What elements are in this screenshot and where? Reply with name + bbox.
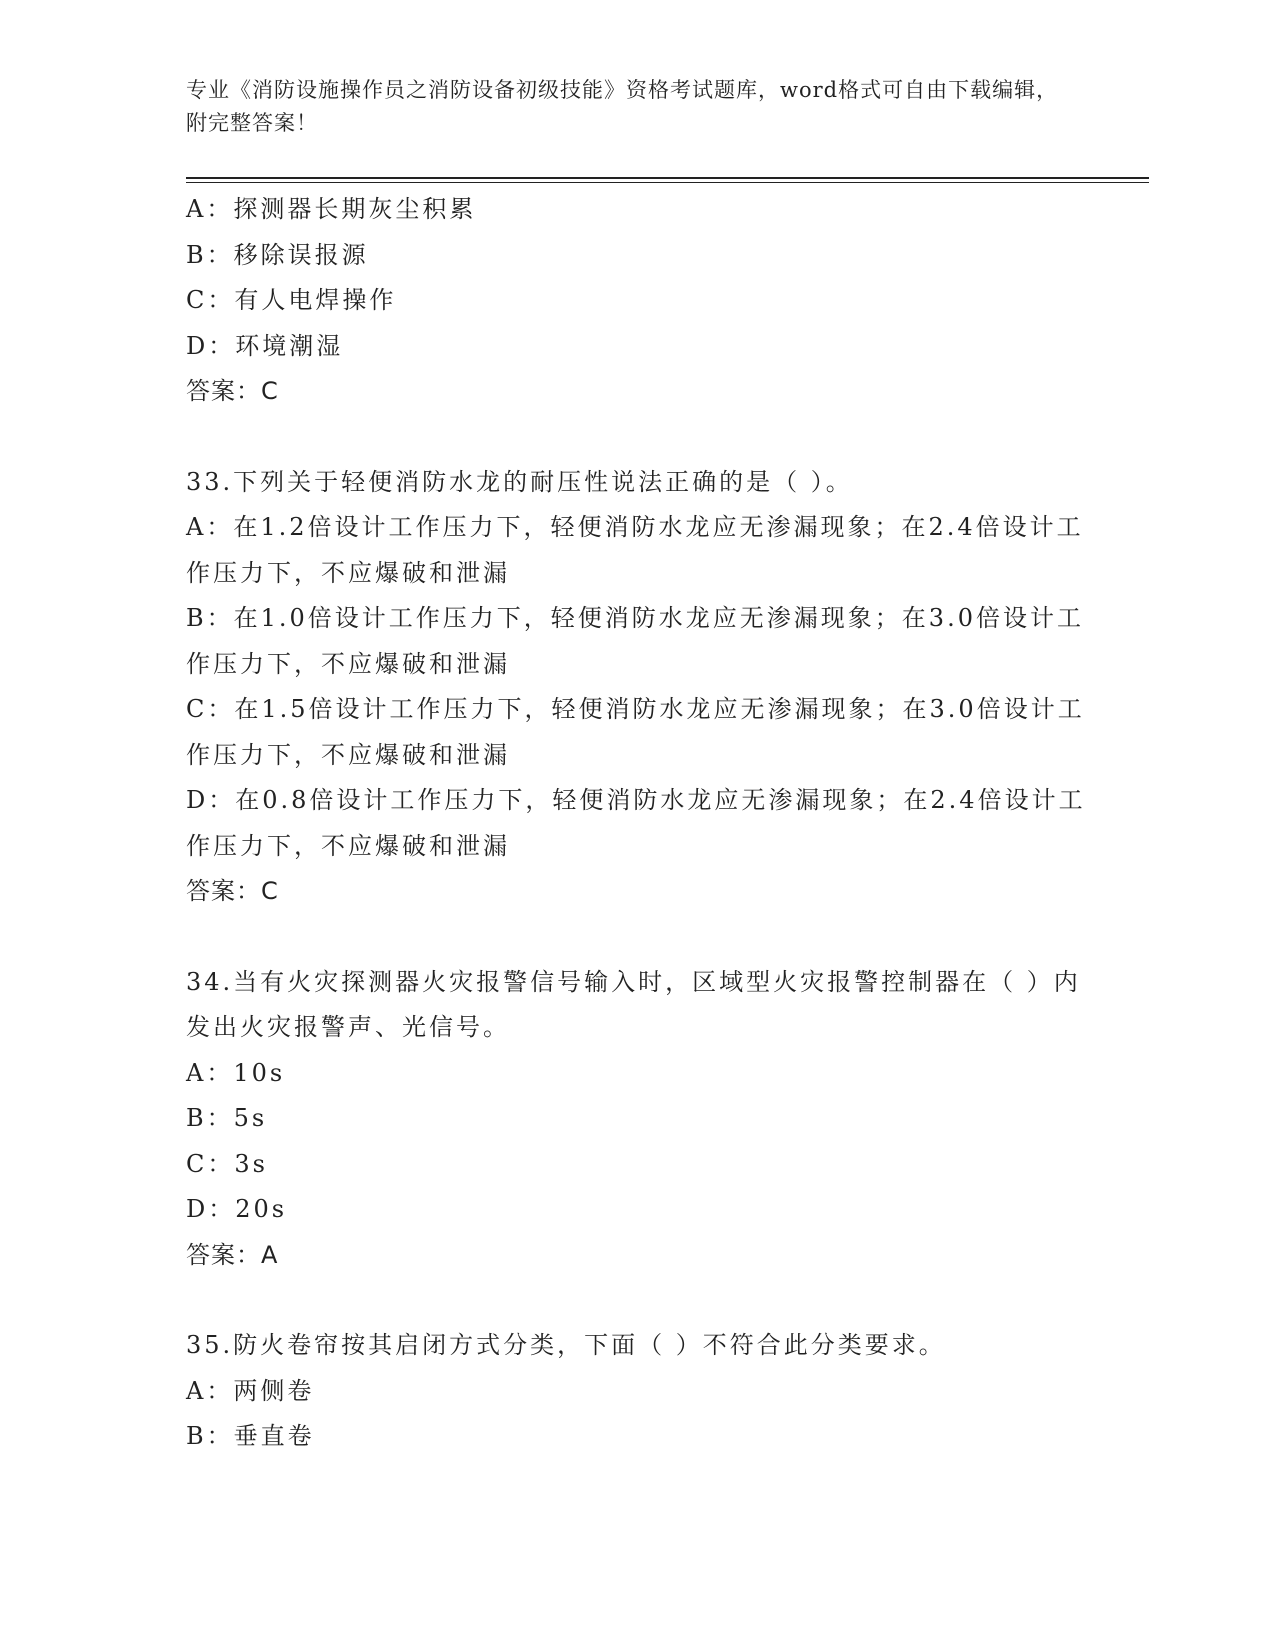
answer: 答案：A: [186, 1240, 279, 1269]
question-32-continued: [186, 187, 1086, 415]
page-header: [186, 74, 1066, 140]
question-33: [186, 460, 1086, 915]
option-d: D：在0.8倍设计工作压力下，轻便消防水龙应无渗漏现象；在2.4倍设计工作压力下，不应爆破和泄漏: [186, 786, 1086, 860]
option-b: B：垂直卷: [186, 1422, 315, 1450]
header-divider-thin: [186, 182, 1149, 183]
question-stem: 35.防火卷帘按其启闭方式分类，下面（ ）不符合此分类要求。: [186, 1331, 946, 1359]
option-c: C：有人电焊操作: [186, 286, 397, 314]
option-a: A：探测器长期灰尘积累: [186, 195, 477, 223]
option-a: A：在1.2倍设计工作压力下，轻便消防水龙应无渗漏现象；在2.4倍设计工作压力下，不应爆破和泄漏: [186, 513, 1084, 587]
question-stem: 34.当有火灾探测器火灾报警信号输入时，区域型火灾报警控制器在（ ）内发出火灾报警声、光信号。: [186, 967, 1081, 1041]
answer: 答案：C: [186, 877, 279, 905]
question-list: [186, 187, 1086, 1460]
header-divider-thick: [186, 177, 1149, 179]
option-c: C：3s: [186, 1149, 268, 1178]
question-stem: 33.下列关于轻便消防水龙的耐压性说法正确的是（ ）。: [186, 467, 853, 496]
answer: 答案：C: [186, 377, 279, 405]
option-d: D：环境潮湿: [186, 331, 344, 360]
question-35: [186, 1323, 1086, 1460]
option-b: B：5s: [186, 1104, 268, 1132]
option-b: B：在1.0倍设计工作压力下，轻便消防水龙应无渗漏现象；在3.0倍设计工作压力下，不应爆破和泄漏: [186, 604, 1084, 678]
option-a: A：两侧卷: [186, 1376, 315, 1405]
question-34: [186, 960, 1086, 1279]
option-a: A：10s: [186, 1058, 286, 1087]
option-c: C：在1.5倍设计工作压力下，轻便消防水龙应无渗漏现象；在3.0倍设计工作压力下，不应爆破和泄漏: [186, 695, 1085, 769]
option-b: B：移除误报源: [186, 240, 369, 269]
option-d: D：20s: [186, 1195, 288, 1223]
header-text: 专业《消防设施操作员之消防设备初级技能》资格考试题库，word格式可自由下载编辑，附完整答案！: [186, 78, 1059, 135]
